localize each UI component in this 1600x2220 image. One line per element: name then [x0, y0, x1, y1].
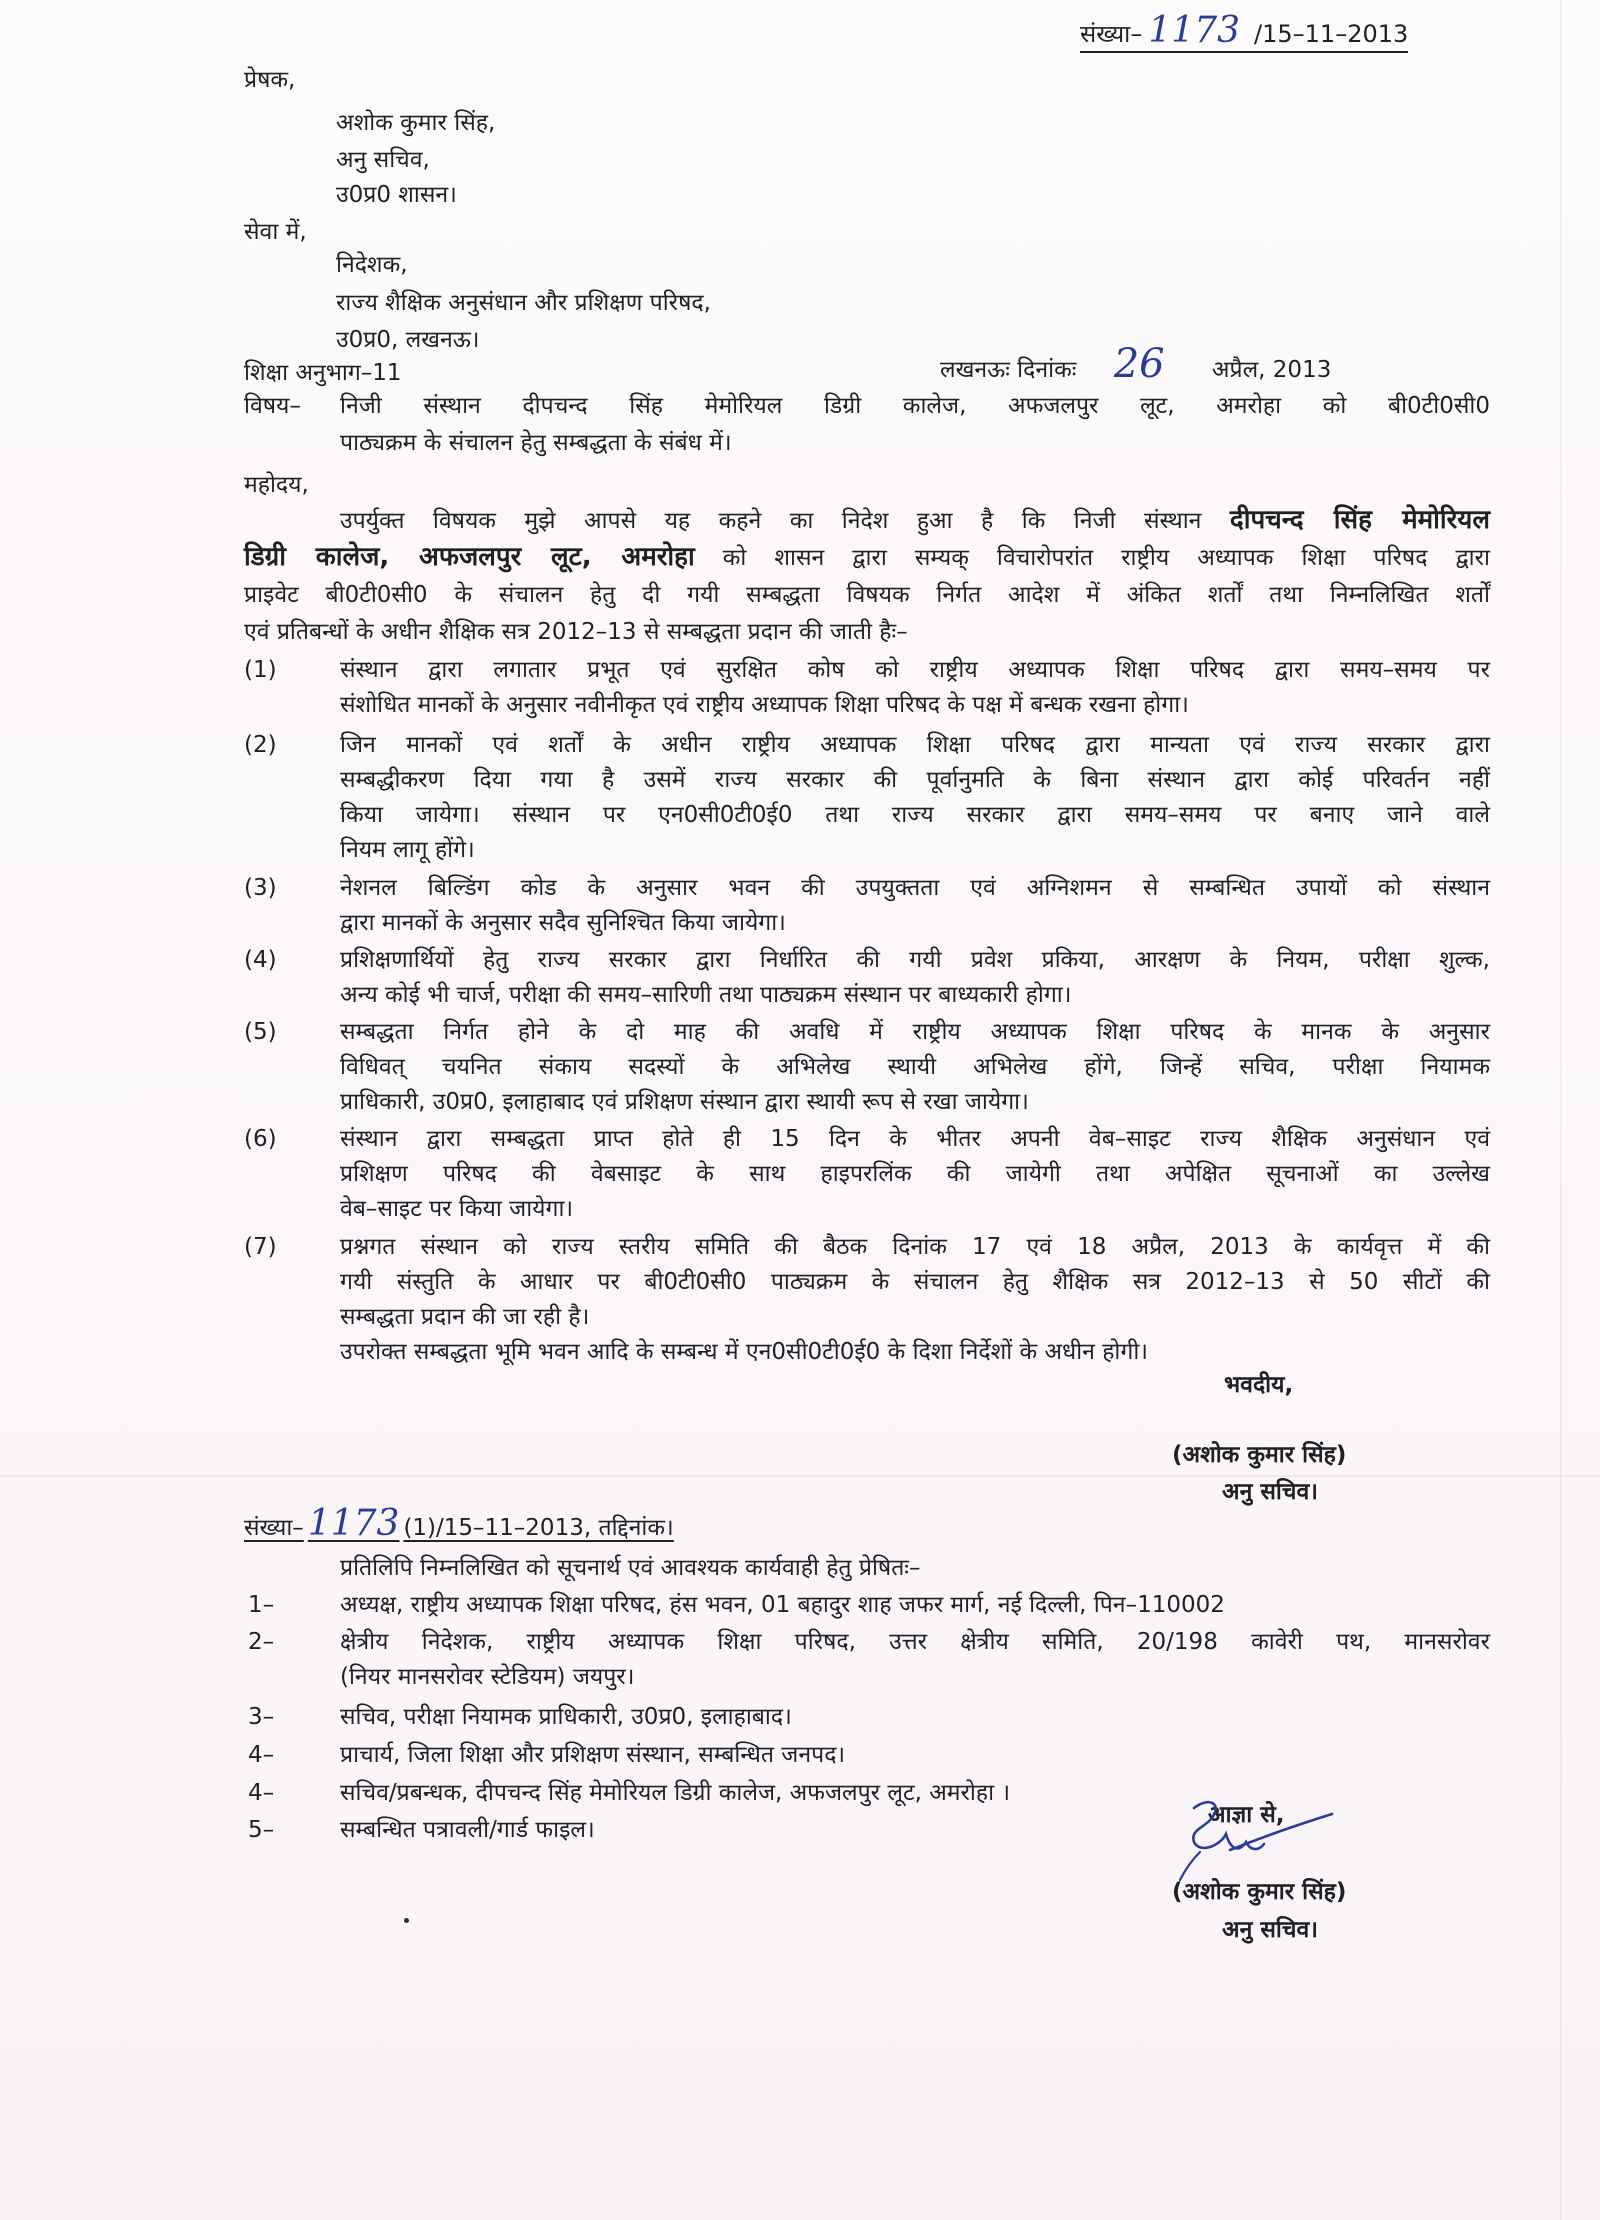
condition-line: संस्थान द्वारा सम्बद्धता प्राप्त होते ही 15 दिन के भीतर अपनी वेब–साइट राज्य शैक्षिक अनुसंधान एवं	[340, 1126, 1490, 1152]
copy-item-number: 2–	[248, 1629, 275, 1655]
condition-number: (7)	[244, 1234, 277, 1260]
condition-line: नेशनल बिल्डिंग कोड के अनुसार भवन की उपयुक्तता एवं अग्निशमन से सम्बन्धित उपायों को संस्थान	[340, 875, 1490, 901]
copy-ref-label: संख्या–	[244, 1515, 304, 1541]
section-label: शिक्षा अनुभाग–11	[244, 360, 402, 386]
condition-number: (6)	[244, 1126, 277, 1152]
condition-line: जिन मानकों एवं शर्तों के अधीन राष्ट्रीय अध्यापक शिक्षा परिषद द्वारा मान्यता एवं राज्य सरकार द्वारा	[340, 732, 1490, 758]
condition-line: प्रश्नगत संस्थान को राज्य स्तरीय समिति की बैठक दिनांक 17 एवं 18 अप्रैल, 2013 के कार्यवृत्त में की	[340, 1234, 1490, 1260]
date-line	[940, 340, 1331, 394]
closing2-designation: अनु सचिव।	[1222, 1917, 1318, 1943]
copy-item: सचिव, परीक्षा नियामक प्राधिकारी, उ0प्र0, इलाहाबाद।	[340, 1704, 792, 1730]
ref-handwritten: 1173	[1148, 10, 1241, 51]
copy-item-number: 4–	[248, 1780, 275, 1806]
condition-number: (1)	[244, 657, 277, 683]
ref-label: संख्या–	[1080, 20, 1143, 48]
copy-item: प्राचार्य, जिला शिक्षा और प्रशिक्षण संस्थान, सम्बन्धित जनपद।	[340, 1742, 846, 1768]
copy-item-number: 4–	[248, 1742, 275, 1768]
closing2-name: (अशोक कुमार सिंह)	[1172, 1879, 1347, 1905]
condition-line: सम्बद्धता निर्गत होने के दो माह की अवधि में राष्ट्रीय अध्यापक शिक्षा परिषद के मानक के अनुसार	[340, 1019, 1490, 1045]
recipient-title: निदेशक,	[336, 252, 408, 278]
condition-line: प्रशिक्षणार्थियों हेतु राज्य सरकार द्वारा निर्धारित की गयी प्रवेश प्रकिया, आरक्षण के नियम, परीक्षा शुल्क,	[340, 947, 1490, 973]
institution-name: दीपचन्द सिंह मेमोरियल	[1229, 505, 1490, 535]
subject-line-1: निजी संस्थान दीपचन्द सिंह मेमोरियल डिग्री कालेज, अफजलपुर लूट, अमरोहा को बी0टी0सी0	[340, 393, 1490, 419]
copy-reference	[244, 1502, 674, 1550]
intro-text: को शासन द्वारा सम्यक् विचारोपरांत राष्ट्रीय अध्यापक शिक्षा परिषद द्वारा	[722, 545, 1490, 571]
recipient-label: सेवा में,	[244, 219, 307, 245]
condition-number: (5)	[244, 1019, 277, 1045]
condition-line: अन्य कोई भी चार्ज, परीक्षा की समय–सारिणी तथा पाठ्यक्रम संस्थान पर बाध्यकारी होगा।	[340, 982, 1072, 1008]
condition-line: सम्बद्धता प्रदान की जा रही है।	[340, 1304, 590, 1330]
condition-line: द्वारा मानकों के अनुसार सदैव सुनिश्चित किया जायेगा।	[340, 910, 786, 936]
condition-line: विधिवत् चयनित संकाय सदस्यों के अभिलेख स्थायी अभिलेख होंगे, जिन्हें सचिव, परीक्षा नियामक	[340, 1054, 1490, 1080]
copy-item: अध्यक्ष, राष्ट्रीय अध्यापक शिक्षा परिषद, हंस भवन, 01 बहादुर शाह जफर मार्ग, नई दिल्ली, पिन–110002	[340, 1592, 1225, 1618]
sender-office: उ0प्र0 शासन।	[336, 182, 457, 208]
institution-location: डिग्री कालेज, अफजलपुर लूट, अमरोहा	[244, 542, 695, 572]
sender-name: अशोक कुमार सिंह,	[336, 110, 496, 136]
recipient-place: उ0प्र0, लखनऊ।	[336, 327, 480, 353]
intro-line-2	[244, 542, 1490, 573]
copy-ref-suffix: (1)/15–11–2013, तद्दिनांक।	[403, 1515, 674, 1541]
salutation: महोदय,	[244, 472, 309, 498]
copy-item: सचिव/प्रबन्धक, दीपचन्द सिंह मेमोरियल डिग्री कालेज, अफजलपुर लूट, अमरोहा ।	[340, 1780, 1011, 1806]
copy-item: क्षेत्रीय निदेशक, राष्ट्रीय अध्यापक शिक्षा परिषद, उत्तर क्षेत्रीय समिति, 20/198 कावेरी पथ, मानसरोवर	[340, 1629, 1490, 1655]
paper-edge	[1560, 0, 1562, 2220]
copy-item-number: 3–	[248, 1704, 275, 1730]
sender-label: प्रेषक,	[244, 67, 296, 93]
condition-line: प्राधिकारी, उ0प्र0, इलाहाबाद एवं प्रशिक्षण संस्थान द्वारा स्थायी रूप से रखा जायेगा।	[340, 1089, 1029, 1115]
subject-line-2: पाठ्यक्रम के संचालन हेतु सम्बद्धता के संबंध में।	[340, 430, 732, 456]
condition-line: गयी संस्तुति के आधार पर बी0टी0सी0 पाठ्यक्रम के संचालन हेतु शैक्षिक सत्र 2012–13 से 50 सीटों की	[340, 1269, 1490, 1295]
intro-line-4: एवं प्रतिबन्धों के अधीन शैक्षिक सत्र 2012–13 से सम्बद्धता प्रदान की जाती हैः–	[244, 619, 908, 645]
closing-name: (अशोक कुमार सिंह)	[1172, 1442, 1347, 1468]
paper-fold	[0, 1475, 1600, 1477]
condition-line: प्रशिक्षण परिषद की वेबसाइट के साथ हाइपरलिंक की जायेगी तथा अपेक्षित सूचनाओं का उल्लेख	[340, 1161, 1490, 1187]
reference-number	[1080, 10, 1409, 53]
copy-intro: प्रतिलिपि निम्नलिखित को सूचनार्थ एवं आवश्यक कार्यवाही हेतु प्रेषितः–	[340, 1555, 921, 1581]
condition-line: संस्थान द्वारा लगातार प्रभूत एवं सुरक्षित कोष को राष्ट्रीय अध्यापक शिक्षा परिषद द्वारा समय–समय पर	[340, 657, 1490, 683]
copy-item-number: 1–	[248, 1592, 275, 1618]
closing-yours: भवदीय,	[1224, 1372, 1294, 1398]
closing-designation: अनु सचिव।	[1222, 1479, 1318, 1505]
condition-line: संशोधित मानकों के अनुसार नवीनीकृत एवं राष्ट्रीय अध्यापक शिक्षा परिषद के पक्ष में बन्धक रखना होगा।	[340, 692, 1189, 718]
condition-number: (3)	[244, 875, 277, 901]
ink-speck	[404, 1918, 409, 1923]
copy-ref-handwritten: 1173	[307, 1503, 400, 1544]
condition-line: किया जायेगा। संस्थान पर एन0सी0टी0ई0 तथा राज्य सरकार द्वारा समय–समय पर बनाए जाने वाले	[340, 802, 1490, 828]
copy-item: (नियर मानसरोवर स्टेडियम) जयपुर।	[340, 1664, 635, 1690]
condition-line: उपरोक्त सम्बद्धता भूमि भवन आदि के सम्बन्ध में एन0सी0टी0ई0 के दिशा निर्देशों के अधीन होगी।	[340, 1339, 1149, 1365]
intro-line-1	[340, 505, 1490, 536]
recipient-org: राज्य शैक्षिक अनुसंधान और प्रशिक्षण परिषद,	[336, 290, 711, 316]
copy-item: सम्बन्धित पत्रावली/गार्ड फाइल।	[340, 1817, 595, 1843]
condition-line: नियम लागू होंगे।	[340, 837, 475, 863]
copy-item-number: 5–	[248, 1817, 275, 1843]
condition-number: (2)	[244, 732, 277, 758]
condition-line: सम्बद्धीकरण दिया गया है उसमें राज्य सरकार की पूर्वानुमति के बिना संस्थान द्वारा कोई परिवर्तन नहीं	[340, 767, 1490, 793]
ref-suffix: /15–11–2013	[1254, 20, 1409, 48]
date-day-handwritten: 26	[1113, 341, 1165, 387]
subject-label: विषय–	[244, 393, 301, 419]
condition-line: वेब–साइट पर किया जायेगा।	[340, 1196, 574, 1222]
date-rest: अप्रैल, 2013	[1211, 357, 1332, 383]
intro-text: उपर्युक्त विषयक मुझे आपसे यह कहने का निदेश हुआ है कि निजी संस्थान	[340, 508, 1202, 534]
sender-designation: अनु सचिव,	[336, 147, 430, 173]
condition-number: (4)	[244, 947, 277, 973]
closing-order: आज्ञा से,	[1208, 1802, 1285, 1828]
intro-line-3: प्राइवेट बी0टी0सी0 के संचालन हेतु दी गयी सम्बद्धता विषयक निर्गत आदेश में अंकित शर्तों तथा निम्नलिखित शर्तों	[244, 582, 1490, 608]
date-label: लखनऊः दिनांकः	[940, 357, 1077, 383]
